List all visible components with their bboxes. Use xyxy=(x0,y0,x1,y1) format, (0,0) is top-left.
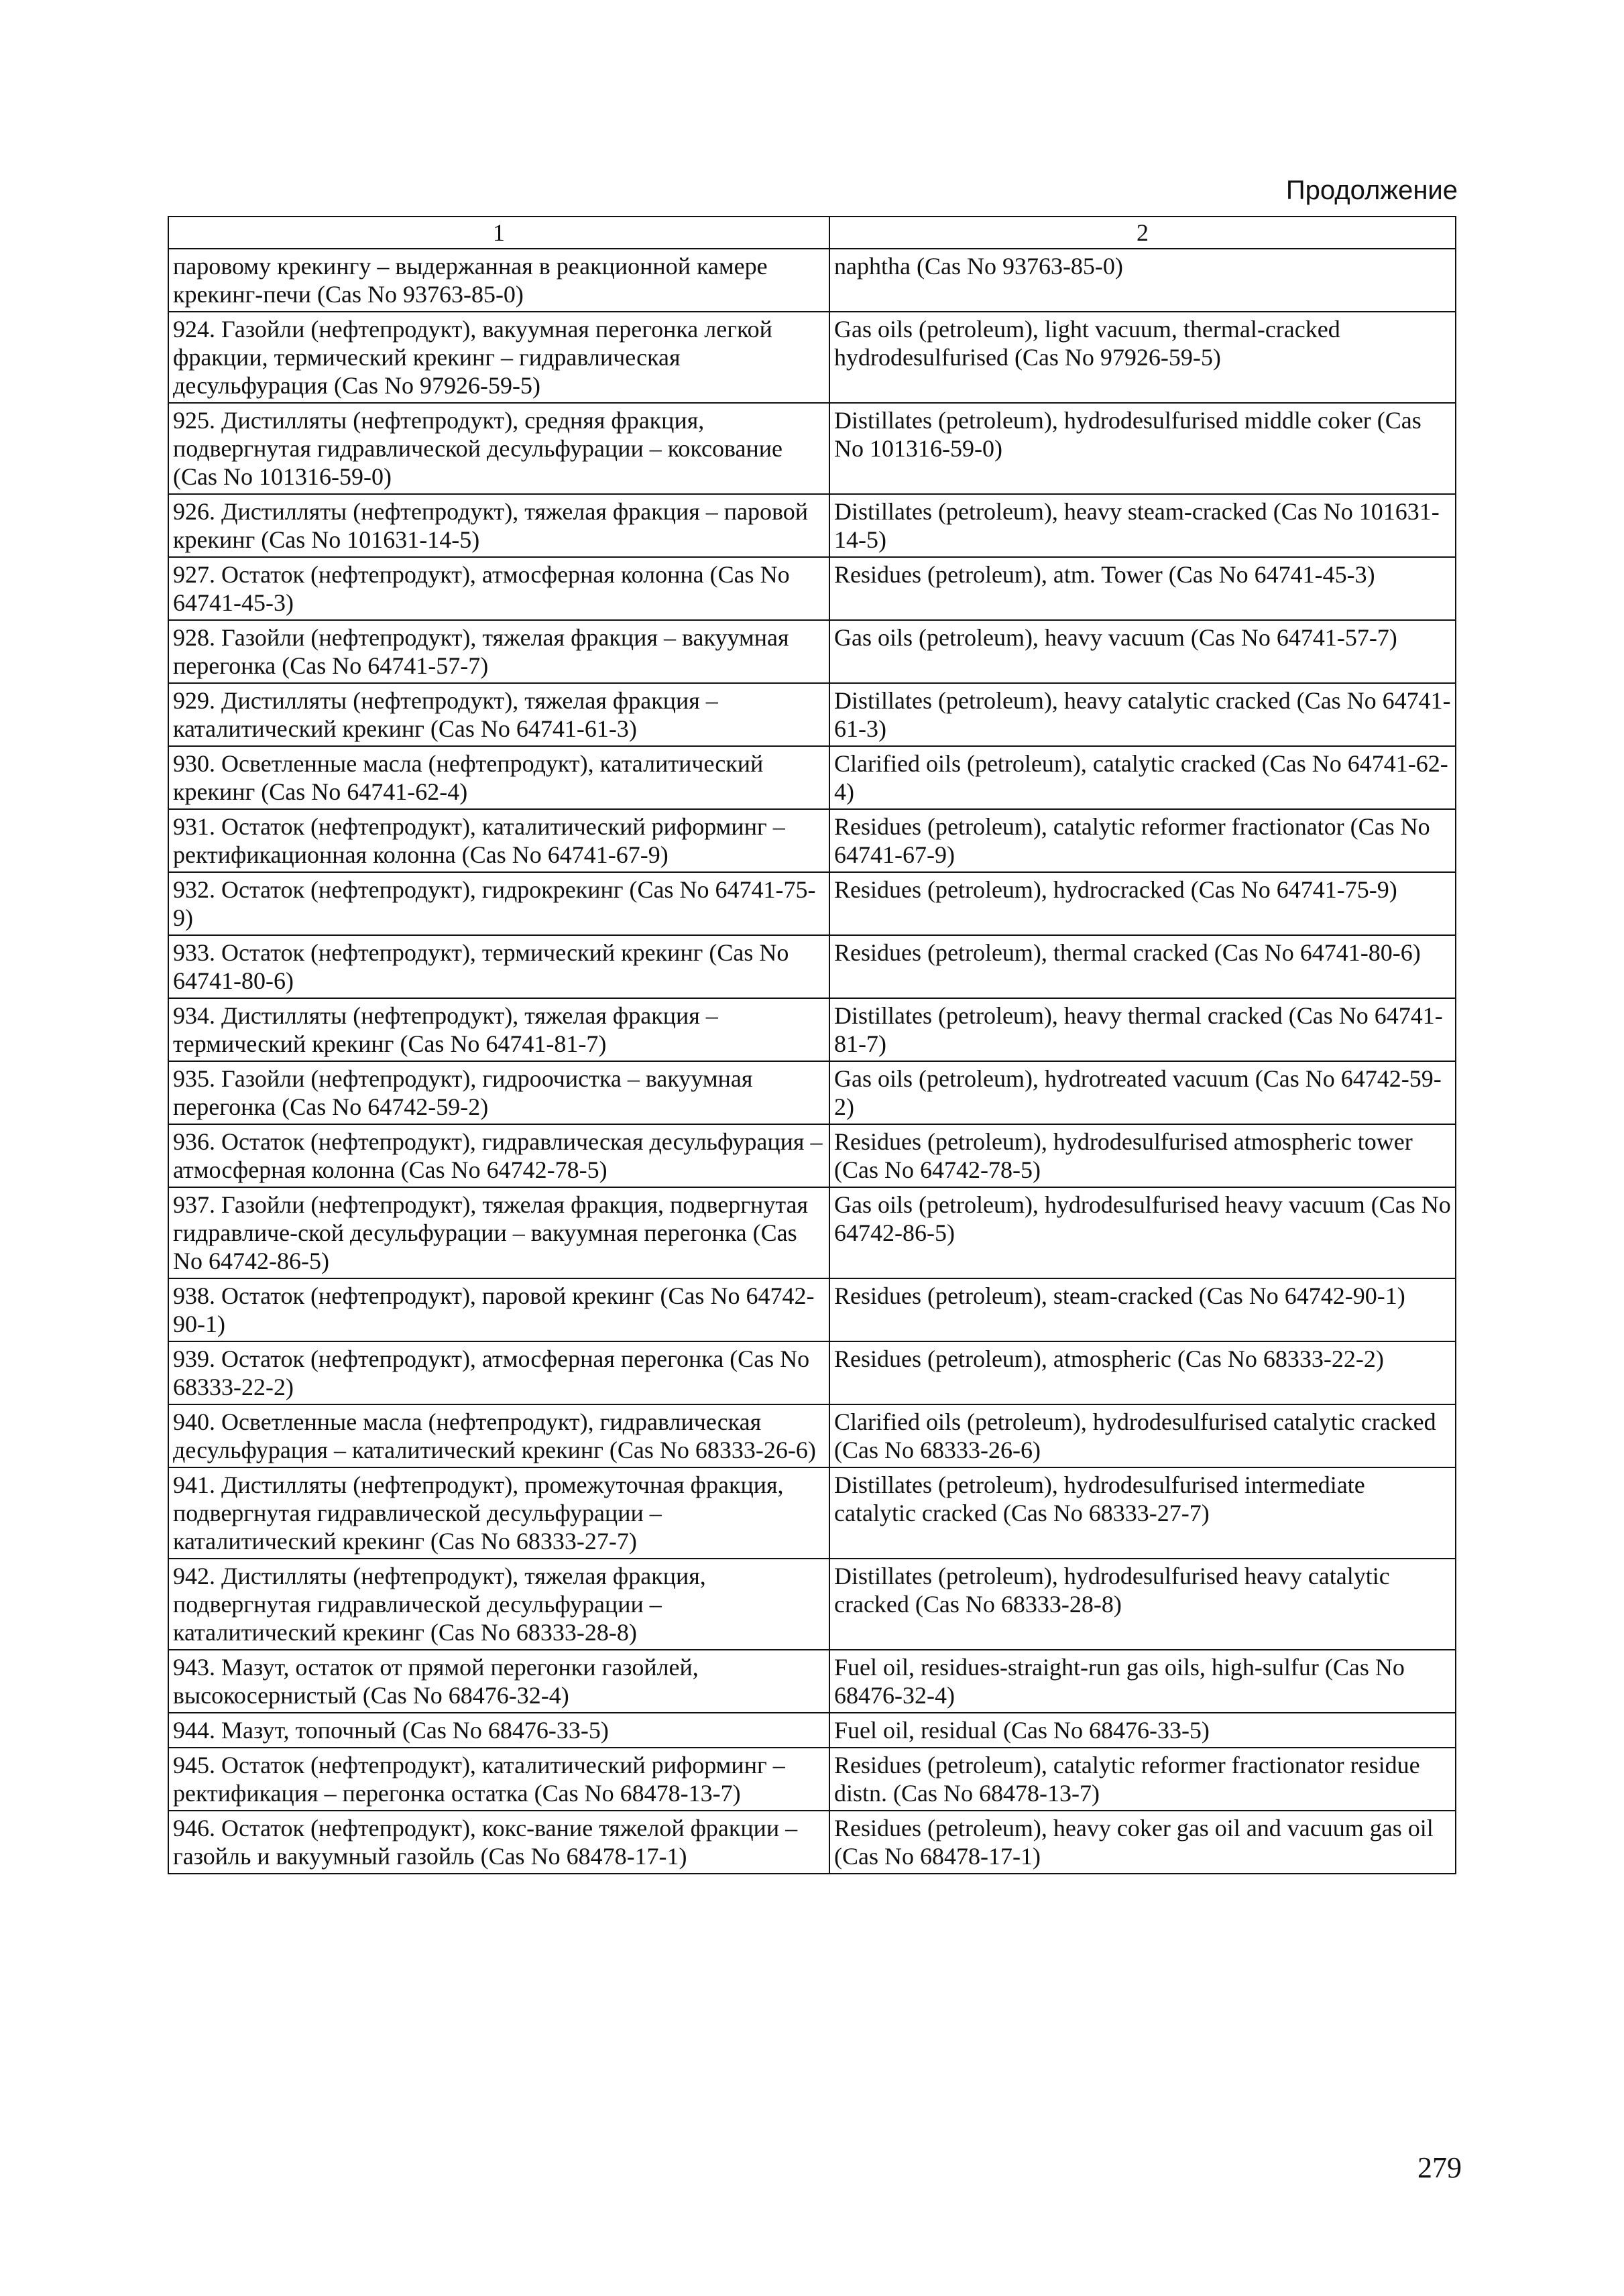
russian-name-cell: 936. Остаток (нефтепродукт), гидравлическая десульфурация – атмосферная колонна (Cas No 64742-78-5) xyxy=(168,1124,829,1187)
russian-name-cell: 929. Дистилляты (нефтепродукт), тяжелая фракция – каталитический крекинг (Cas No 64741-61-3) xyxy=(168,683,829,746)
english-name-cell: Distillates (petroleum), heavy catalytic cracked (Cas No 64741-61-3) xyxy=(829,683,1456,746)
english-name-cell: Gas oils (petroleum), heavy vacuum (Cas No 64741-57-7) xyxy=(829,620,1456,683)
english-name-cell: Residues (petroleum), hydrodesulfurised atmospheric tower (Cas No 64742-78-5) xyxy=(829,1124,1456,1187)
english-name-cell: Gas oils (petroleum), hydrotreated vacuum (Cas No 64742-59-2) xyxy=(829,1061,1456,1124)
table-row xyxy=(168,1187,1456,1278)
table-row xyxy=(168,403,1456,494)
table-row xyxy=(168,683,1456,746)
russian-name-cell: 935. Газойли (нефтепродукт), гидроочистка – вакуумная перегонка (Cas No 64742-59-2) xyxy=(168,1061,829,1124)
english-name-cell: Residues (petroleum), thermal cracked (Cas No 64741-80-6) xyxy=(829,935,1456,998)
table-row xyxy=(168,1559,1456,1650)
english-name-cell: Residues (petroleum), hydrocracked (Cas No 64741-75-9) xyxy=(829,872,1456,935)
table-body xyxy=(168,249,1456,1874)
table-row xyxy=(168,746,1456,809)
table-row xyxy=(168,557,1456,620)
table-row xyxy=(168,998,1456,1061)
russian-name-cell: 930. Осветленные масла (нефтепродукт), каталитический крекинг (Cas No 64741-62-4) xyxy=(168,746,829,809)
english-name-cell: Residues (petroleum), atmospheric (Cas No 68333-22-2) xyxy=(829,1341,1456,1404)
russian-name-cell: 931. Остаток (нефтепродукт), каталитический риформинг – ректификационная колонна (Cas No 64741-67-9) xyxy=(168,809,829,872)
russian-name-cell: 938. Остаток (нефтепродукт), паровой крекинг (Cas No 64742-90-1) xyxy=(168,1278,829,1341)
english-name-cell: Gas oils (petroleum), hydrodesulfurised heavy vacuum (Cas No 64742-86-5) xyxy=(829,1187,1456,1278)
page-number: 279 xyxy=(1417,2151,1462,2184)
english-name-cell: Clarified oils (petroleum), catalytic cracked (Cas No 64741-62-4) xyxy=(829,746,1456,809)
english-name-cell: Distillates (petroleum), hydrodesulfurised middle coker (Cas No 101316-59-0) xyxy=(829,403,1456,494)
english-name-cell: Residues (petroleum), catalytic reformer fractionator (Cas No 64741-67-9) xyxy=(829,809,1456,872)
russian-name-cell: 925. Дистилляты (нефтепродукт), средняя фракция, подвергнутая гидравлической десульфурации – коксование (Cas No 101316-59-0) xyxy=(168,403,829,494)
table-row xyxy=(168,1811,1456,1874)
russian-name-cell: 926. Дистилляты (нефтепродукт), тяжелая фракция – паровой крекинг (Cas No 101631-14-5) xyxy=(168,494,829,557)
table-row xyxy=(168,1650,1456,1713)
russian-name-cell: 924. Газойли (нефтепродукт), вакуумная перегонка легкой фракции, термический крекинг – гидравлическая десульфурация (Cas No 97926-59-5) xyxy=(168,312,829,403)
russian-name-cell: 932. Остаток (нефтепродукт), гидрокрекинг (Cas No 64741-75-9) xyxy=(168,872,829,935)
english-name-cell: Distillates (petroleum), heavy steam-cracked (Cas No 101631-14-5) xyxy=(829,494,1456,557)
russian-name-cell: 940. Осветленные масла (нефтепродукт), гидравлическая десульфурация – каталитический крекинг (Cas No 68333-26-6) xyxy=(168,1404,829,1467)
english-name-cell: Distillates (petroleum), hydrodesulfurised heavy catalytic cracked (Cas No 68333-28-8) xyxy=(829,1559,1456,1650)
table-row xyxy=(168,1404,1456,1467)
english-name-cell: Fuel oil, residual (Cas No 68476-33-5) xyxy=(829,1713,1456,1748)
english-name-cell: Residues (petroleum), catalytic reformer fractionator residue distn. (Cas No 68478-13-7) xyxy=(829,1748,1456,1811)
russian-name-cell: 937. Газойли (нефтепродукт), тяжелая фракция, подвергнутая гидравличе-ской десульфурации – вакуумная перегонка (Cas No 64742-86-5) xyxy=(168,1187,829,1278)
russian-name-cell: 927. Остаток (нефтепродукт), атмосферная колонна (Cas No 64741-45-3) xyxy=(168,557,829,620)
english-name-cell: Residues (petroleum), steam-cracked (Cas No 64742-90-1) xyxy=(829,1278,1456,1341)
russian-name-cell: 941. Дистилляты (нефтепродукт), промежуточная фракция, подвергнутая гидравлической десульфурации – каталитический крекинг (Cas No 68333-27-7) xyxy=(168,1467,829,1559)
table-header-row xyxy=(168,217,1456,249)
english-name-cell: Distillates (petroleum), heavy thermal cracked (Cas No 64741-81-7) xyxy=(829,998,1456,1061)
russian-name-cell: 939. Остаток (нефтепродукт), атмосферная перегонка (Cas No 68333-22-2) xyxy=(168,1341,829,1404)
continuation-label: Продолжение xyxy=(1285,176,1458,205)
table-row xyxy=(168,809,1456,872)
russian-name-cell: 933. Остаток (нефтепродукт), термический крекинг (Cas No 64741-80-6) xyxy=(168,935,829,998)
column-header-1: 1 xyxy=(168,217,829,249)
table-row xyxy=(168,1061,1456,1124)
russian-name-cell: 944. Мазут, топочный (Cas No 68476-33-5) xyxy=(168,1713,829,1748)
table-row xyxy=(168,1467,1456,1559)
english-name-cell: naphtha (Cas No 93763-85-0) xyxy=(829,249,1456,312)
english-name-cell: Clarified oils (petroleum), hydrodesulfurised catalytic cracked (Cas No 68333-26-6) xyxy=(829,1404,1456,1467)
russian-name-cell: 942. Дистилляты (нефтепродукт), тяжелая фракция, подвергнутая гидравлической десульфурации – каталитический крекинг (Cas No 68333-28-8) xyxy=(168,1559,829,1650)
column-header-2: 2 xyxy=(829,217,1456,249)
table-row xyxy=(168,249,1456,312)
russian-name-cell: паровому крекингу – выдержанная в реакционной камере крекинг-печи (Cas No 93763-85-0) xyxy=(168,249,829,312)
russian-name-cell: 945. Остаток (нефтепродукт), каталитический риформинг – ректификация – перегонка остатка (Cas No 68478-13-7) xyxy=(168,1748,829,1811)
table-row xyxy=(168,872,1456,935)
english-name-cell: Gas oils (petroleum), light vacuum, thermal-cracked hydrodesulfurised (Cas No 97926-59-5) xyxy=(829,312,1456,403)
table-row xyxy=(168,1713,1456,1748)
russian-name-cell: 934. Дистилляты (нефтепродукт), тяжелая фракция – термический крекинг (Cas No 64741-81-7) xyxy=(168,998,829,1061)
english-name-cell: Residues (petroleum), atm. Tower (Cas No 64741-45-3) xyxy=(829,557,1456,620)
table-row xyxy=(168,620,1456,683)
table-row xyxy=(168,1748,1456,1811)
english-name-cell: Residues (petroleum), heavy coker gas oil and vacuum gas oil (Cas No 68478-17-1) xyxy=(829,1811,1456,1874)
table-row xyxy=(168,1341,1456,1404)
russian-name-cell: 928. Газойли (нефтепродукт), тяжелая фракция – вакуумная перегонка (Cas No 64741-57-7) xyxy=(168,620,829,683)
english-name-cell: Distillates (petroleum), hydrodesulfurised intermediate catalytic cracked (Cas No 68333-27-7) xyxy=(829,1467,1456,1559)
english-name-cell: Fuel oil, residues-straight-run gas oils, high-sulfur (Cas No 68476-32-4) xyxy=(829,1650,1456,1713)
russian-name-cell: 943. Мазут, остаток от прямой перегонки газойлей, высокосернистый (Cas No 68476-32-4) xyxy=(168,1650,829,1713)
substances-table xyxy=(168,216,1456,1874)
russian-name-cell: 946. Остаток (нефтепродукт), кокс-вание тяжелой фракции – газойль и вакуумный газойль (Cas No 68478-17-1) xyxy=(168,1811,829,1874)
table-row xyxy=(168,1278,1456,1341)
table-row xyxy=(168,1124,1456,1187)
table-row xyxy=(168,935,1456,998)
table-row xyxy=(168,494,1456,557)
table-row xyxy=(168,312,1456,403)
